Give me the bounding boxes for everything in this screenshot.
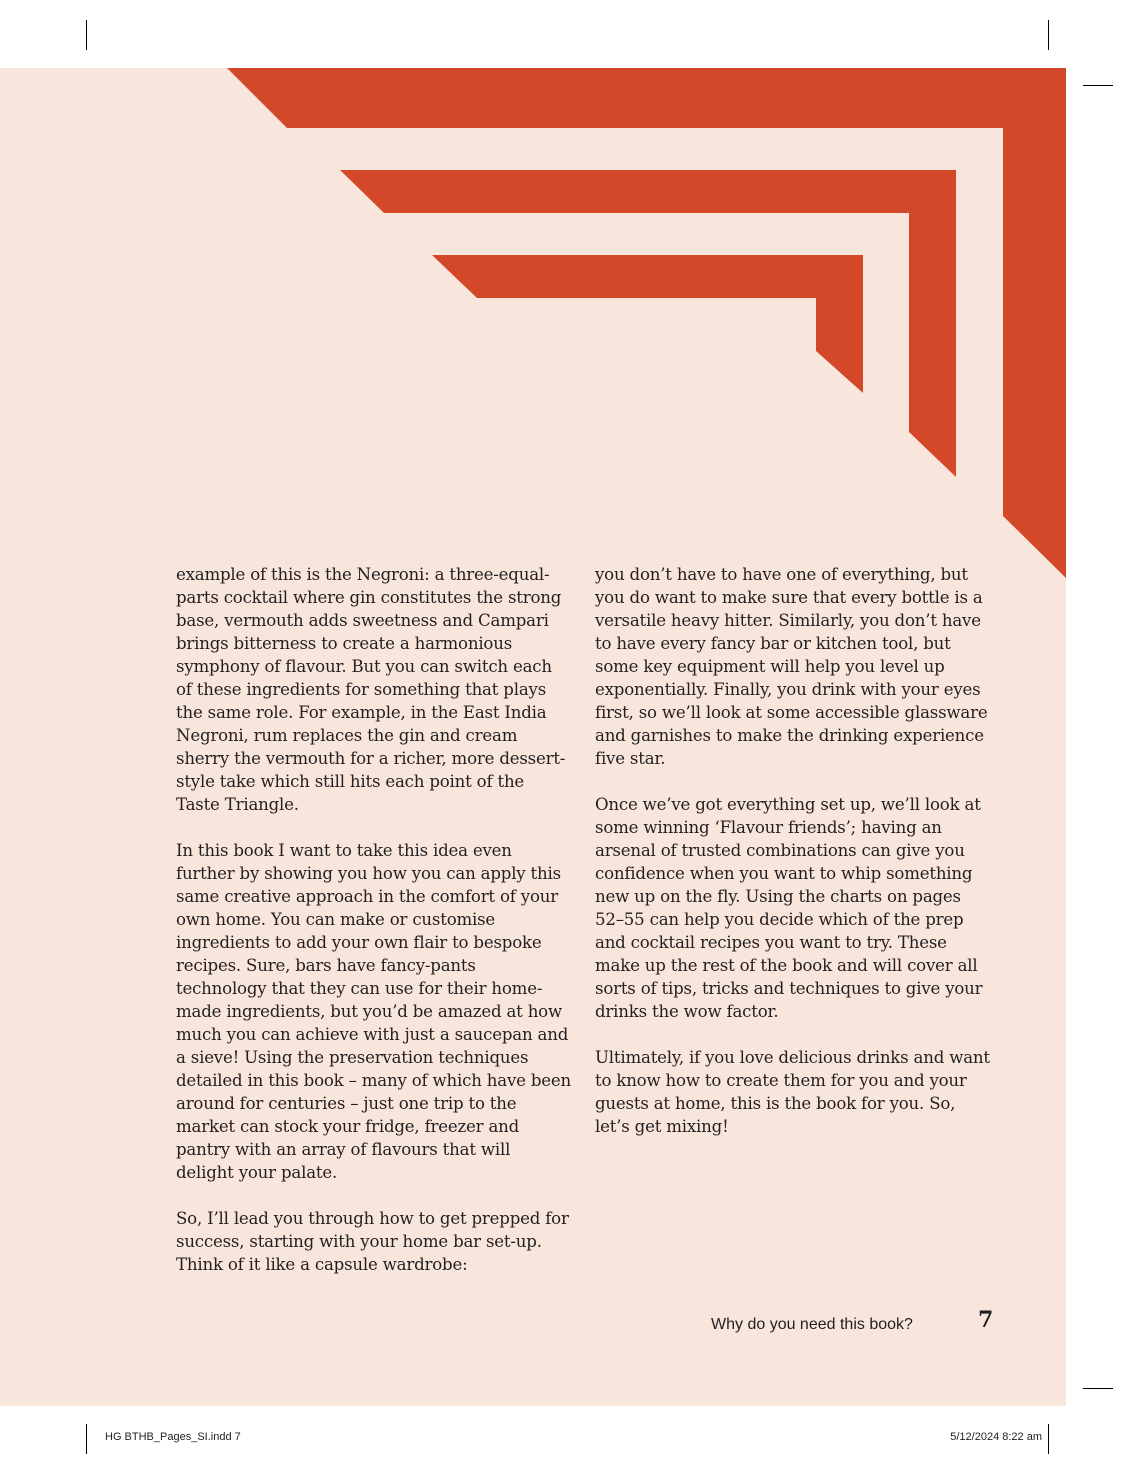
paragraph: Once we’ve got everything set up, we’ll look at some winning ‘Flavour friends’; having an arsenal of trusted combinations can give you confidence when you want to whip something new up on the fly. Using the charts on pages 52–55 can help you decide which of the prep and cocktail recipes you want to try. These make up the rest of the book and will cover all sorts of tips, tricks and techniques to give your drinks the wow factor. xyxy=(595,795,983,1021)
crop-mark xyxy=(86,20,87,50)
running-footer-title: Why do you need this book? xyxy=(711,1316,913,1333)
paragraph: example of this is the Negroni: a three-equal-parts cocktail where gin constitutes the strong base, vermouth adds sweetness and Campari brings bitterness to create a harmonious symphony of flavour. But you can switch each of these ingredients for something that plays the same role. For example, in the East India Negroni, rum replaces the gin and cream sherry the vermouth for a richer, more dessert-style take which still hits each point of the Taste Triangle. xyxy=(176,565,566,814)
paragraph: In this book I want to take this idea even further by showing you how you can apply this same creative approach in the comfort of your own home. You can make or customise ingredients to add your own flair to bespoke recipes. Sure, bars have fancy-pants technology that they can use for their home-made ingredients, but you’d be amazed at how much you can achieve with just a saucepan and a sieve! Using the preservation techniques detailed in this book – many of which have been around for centuries – just one trip to the market can stock your fridge, freezer and pantry with an array of flavours that will delight your palate. xyxy=(176,841,571,1182)
crop-mark xyxy=(1048,20,1049,50)
paragraph: Ultimately, if you love delicious drinks and want to know how to create them for you and your guests at home, this is the book for you. So, let’s get mixing! xyxy=(595,1048,990,1136)
slug-file-info: HG BTHB_Pages_SI.indd 7 xyxy=(105,1431,241,1443)
crop-mark xyxy=(86,1424,87,1454)
crop-mark xyxy=(1048,1424,1049,1454)
crop-mark xyxy=(1083,85,1113,86)
crop-mark xyxy=(1083,1388,1113,1389)
paragraph: So, I’ll lead you through how to get prepped for success, starting with your home bar set-up. Think of it like a capsule wardrobe: xyxy=(176,1209,569,1274)
text-column-right xyxy=(595,563,990,1161)
slug-date: 5/12/2024 8:22 am xyxy=(950,1431,1042,1443)
chevron-inner xyxy=(432,255,863,393)
text-column-left xyxy=(176,563,571,1299)
chevron-middle xyxy=(340,170,956,477)
paragraph: you don’t have to have one of everything, but you do want to make sure that every bottle is a versatile heavy hitter. Similarly, you don’t have to have every fancy bar or kitchen tool, but some key equipment will help you level up exponentially. Finally, you drink with your eyes first, so we’ll look at some accessible glassware and garnishes to make the drinking experience five star. xyxy=(595,565,988,768)
page-number: 7 xyxy=(978,1307,994,1333)
